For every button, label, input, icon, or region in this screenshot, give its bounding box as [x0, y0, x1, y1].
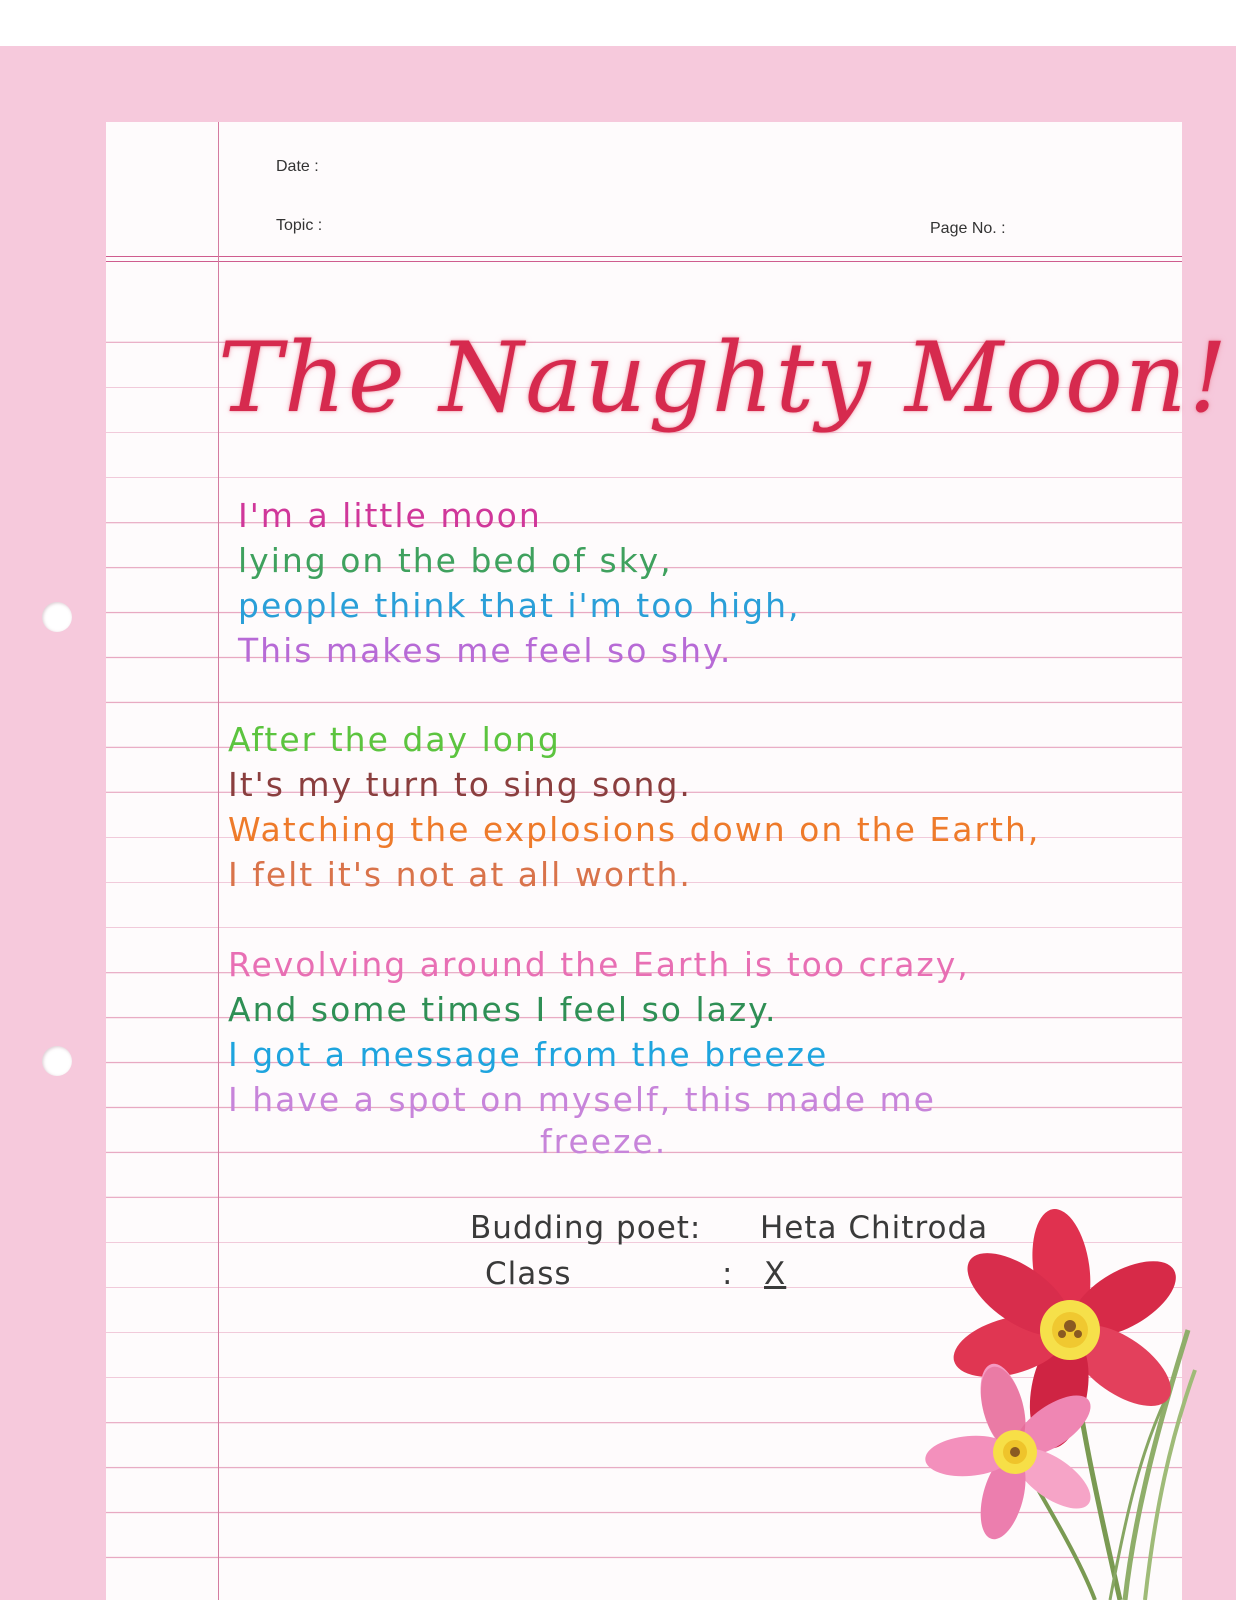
date-label: Date :	[276, 158, 319, 175]
header-rule	[106, 261, 1182, 262]
scan-background	[0, 0, 1236, 46]
punch-hole	[42, 602, 72, 632]
poem-line: I'm a little moon	[238, 496, 542, 535]
class-label: Class	[485, 1256, 572, 1292]
poet-label: Budding poet:	[470, 1210, 702, 1246]
header-rule	[106, 256, 1182, 257]
poet-name: Heta Chitroda	[760, 1210, 989, 1246]
punch-hole	[42, 1046, 72, 1076]
poem-line: This makes me feel so shy.	[238, 631, 733, 670]
poem-line: I got a message from the breeze	[228, 1035, 829, 1074]
class-separator: :	[722, 1256, 734, 1292]
poem-line: people think that i'm too high,	[238, 586, 801, 625]
poem-line: It's my turn to sing song.	[228, 765, 692, 804]
poem-line: I felt it's not at all worth.	[228, 855, 692, 894]
page-header	[106, 122, 1182, 262]
topic-label: Topic :	[276, 217, 323, 234]
page-number-label: Page No. :	[930, 220, 1006, 237]
poem-title: The Naughty Moon!	[218, 322, 1230, 434]
poem-line: And some times I feel so lazy.	[228, 990, 778, 1029]
poem-line: freeze.	[540, 1122, 668, 1161]
poem-line: Revolving around the Earth is too crazy,	[228, 945, 970, 984]
poem-line: I have a spot on myself, this made me	[228, 1080, 936, 1119]
poem-line: Watching the explosions down on the Earth,	[228, 810, 1041, 849]
poem-line: After the day long	[228, 720, 561, 759]
poem-line: lying on the bed of sky,	[238, 541, 673, 580]
flower-illustration	[920, 1190, 1220, 1600]
class-value: X	[764, 1256, 787, 1292]
